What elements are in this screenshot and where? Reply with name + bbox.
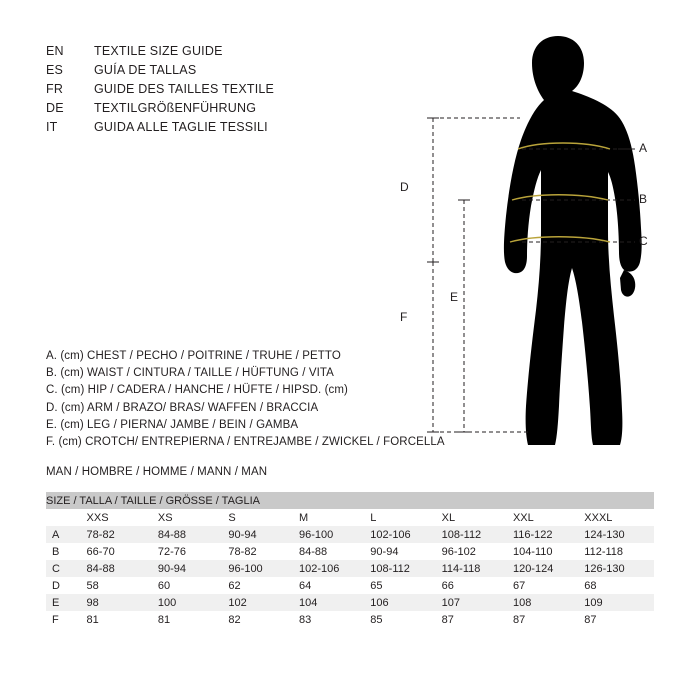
table-header-row — [46, 492, 654, 509]
row-label: F — [46, 611, 84, 628]
cell: 108 — [510, 594, 581, 611]
language-row — [46, 120, 376, 139]
cell: 67 — [510, 577, 581, 594]
cell: 64 — [296, 577, 367, 594]
cell: 84-88 — [296, 543, 367, 560]
marker-label-b: B — [639, 192, 648, 206]
diagram-svg — [380, 20, 680, 480]
cell: 81 — [155, 611, 226, 628]
legend-item-d: D. (cm) ARM / BRAZO/ BRAS/ WAFFEN / BRACCIA — [46, 401, 319, 414]
col-head-m: M — [296, 509, 367, 526]
size-table-wrapper — [46, 492, 654, 628]
cell: 87 — [439, 611, 510, 628]
cell: 84-88 — [84, 560, 155, 577]
table-row — [46, 611, 654, 628]
table-row — [46, 526, 654, 543]
legend-item-b: B. (cm) WAIST / CINTURA / TAILLE / HÜFTUNG / VITA — [46, 367, 334, 380]
table-column-row — [46, 509, 654, 526]
cell: 100 — [155, 594, 226, 611]
language-code: EN — [46, 44, 64, 58]
cell: 96-100 — [225, 560, 296, 577]
row-label: B — [46, 543, 84, 560]
cell: 72-76 — [155, 543, 226, 560]
body-diagram — [380, 20, 680, 480]
cell: 112-118 — [581, 543, 654, 560]
cell: 102 — [225, 594, 296, 611]
language-code: ES — [46, 63, 64, 77]
cell: 106 — [367, 594, 438, 611]
marker-label-f: F — [400, 310, 408, 324]
cell: 81 — [84, 611, 155, 628]
cell: 96-102 — [439, 543, 510, 560]
language-row — [46, 82, 376, 101]
legend-item-c: C. (cm) HIP / CADERA / HANCHE / HÜFTE / HIPSD. (cm) — [46, 384, 348, 397]
cell: 107 — [439, 594, 510, 611]
col-head-xl: XL — [439, 509, 510, 526]
table-row — [46, 560, 654, 577]
table-row — [46, 543, 654, 560]
cell: 78-82 — [84, 526, 155, 543]
cell: 65 — [367, 577, 438, 594]
cell: 78-82 — [225, 543, 296, 560]
row-label: D — [46, 577, 84, 594]
row-label: A — [46, 526, 84, 543]
legend-item-e: E. (cm) LEG / PIERNA/ JAMBE / BEIN / GAMBA — [46, 418, 299, 431]
cell: 58 — [84, 577, 155, 594]
cell: 104 — [296, 594, 367, 611]
cell: 60 — [155, 577, 226, 594]
col-head-l: L — [367, 509, 438, 526]
row-label: E — [46, 594, 84, 611]
cell: 108-112 — [367, 560, 438, 577]
table-row — [46, 594, 654, 611]
cell: 116-122 — [510, 526, 581, 543]
language-title-block — [46, 44, 376, 139]
cell: 66 — [439, 577, 510, 594]
col-head-xxxl: XXXL — [581, 509, 654, 526]
cell: 84-88 — [155, 526, 226, 543]
language-row — [46, 44, 376, 63]
cell: 62 — [225, 577, 296, 594]
cell: 126-130 — [581, 560, 654, 577]
cell: 68 — [581, 577, 654, 594]
cell: 124-130 — [581, 526, 654, 543]
table-header-title: SIZE / TALLA / TAILLE / GRÖSSE / TAGLIA — [46, 492, 654, 509]
cell: 96-100 — [296, 526, 367, 543]
cell: 66-70 — [84, 543, 155, 560]
marker-label-e: E — [450, 290, 459, 304]
cell: 87 — [581, 611, 654, 628]
language-row — [46, 101, 376, 120]
cell: 87 — [510, 611, 581, 628]
cell: 85 — [367, 611, 438, 628]
col-head-s: S — [225, 509, 296, 526]
legend-item-a: A. (cm) CHEST / PECHO / POITRINE / TRUHE / PETTO — [46, 350, 341, 362]
cell: 90-94 — [155, 560, 226, 577]
table-row — [46, 577, 654, 594]
col-head-blank — [46, 509, 84, 526]
language-title: GUIDE DES TAILLES TEXTILE — [94, 82, 275, 96]
cell: 114-118 — [439, 560, 510, 577]
cell: 102-106 — [367, 526, 438, 543]
man-silhouette — [504, 36, 642, 445]
language-row — [46, 63, 376, 82]
marker-label-c: C — [639, 234, 648, 248]
cell: 104-110 — [510, 543, 581, 560]
cell: 90-94 — [367, 543, 438, 560]
cell: 109 — [581, 594, 654, 611]
language-code: IT — [46, 120, 58, 134]
legend-item-f: F. (cm) CROTCH/ ENTREPIERNA / ENTREJAMBE / ZWICKEL / FORCELLA — [46, 435, 445, 448]
cell: 102-106 — [296, 560, 367, 577]
language-code: DE — [46, 101, 64, 115]
row-label: C — [46, 560, 84, 577]
language-title: TEXTILE SIZE GUIDE — [94, 44, 223, 58]
col-head-xxl: XXL — [510, 509, 581, 526]
language-code: FR — [46, 82, 64, 96]
language-title: GUIDA ALLE TAGLIE TESSILI — [94, 120, 268, 134]
language-title: TEXTILGRÖßENFÜHRUNG — [94, 101, 257, 115]
cell: 83 — [296, 611, 367, 628]
col-head-xxs: XXS — [84, 509, 155, 526]
cell: 98 — [84, 594, 155, 611]
marker-label-a: A — [639, 141, 648, 155]
language-title: GUÍA DE TALLAS — [94, 63, 197, 77]
gender-label: MAN / HOMBRE / HOMME / MANN / MAN — [46, 466, 268, 478]
cell: 82 — [225, 611, 296, 628]
marker-label-d: D — [400, 180, 409, 194]
size-table — [46, 492, 654, 628]
cell: 120-124 — [510, 560, 581, 577]
cell: 90-94 — [225, 526, 296, 543]
col-head-xs: XS — [155, 509, 226, 526]
cell: 108-112 — [439, 526, 510, 543]
